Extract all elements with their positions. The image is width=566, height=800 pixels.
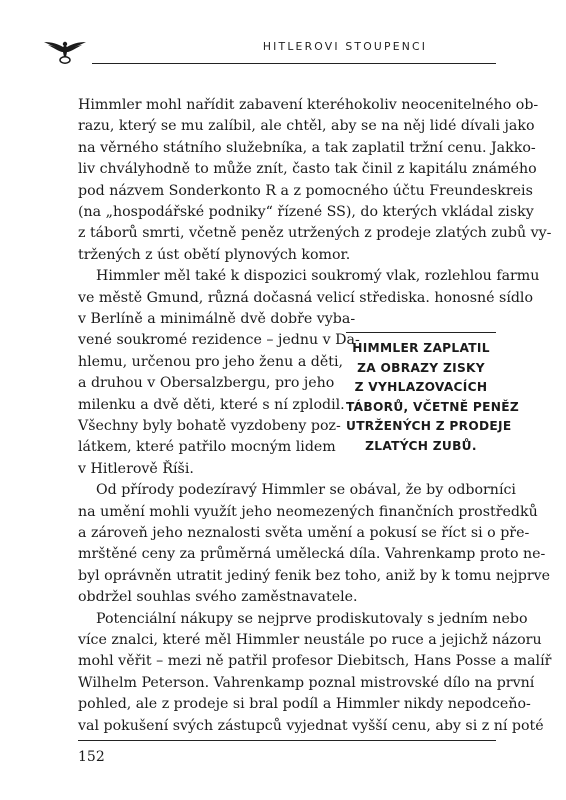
pull-quote-line: HIMMLER ZAPLATIL — [352, 341, 490, 355]
pull-quote-text — [346, 339, 520, 456]
text-line: liv chvályhodně to může znít, často tak činil z kapitálu známého — [78, 161, 537, 178]
text-line: mrštěné ceny za průměrná umělecká díla. Vahrenkamp proto ne- — [78, 546, 546, 563]
text-line: Himmler měl také k dispozici soukromý vlak, rozlehlou farmu — [96, 268, 540, 285]
text-line: Všechny byly bohatě vyzdobeny poz- — [78, 418, 341, 434]
text-line: byl oprávněn utratit jediný fenik bez toho, aniž by k tomu nejprve — [78, 567, 551, 584]
text-line: mohl věřit – mezi ně patřil profesor Diebitsch, Hans Posse a malíř — [78, 653, 552, 670]
pull-quote-line: Z VYHLAZOVACÍCH — [354, 380, 488, 394]
page-number: 152 — [78, 749, 105, 765]
text-line: více znalci, které měl Himmler neustále po ruce a jejichž názoru — [78, 632, 542, 648]
pull-quote-line: ZA OBRAZY ZISKY — [357, 360, 485, 375]
pull-quote-line: UTRŽENÝCH Z PRODEJE — [346, 419, 512, 433]
text-line: v Berlíně a minimálně dvě dobře vyba- — [78, 311, 356, 327]
pull-quote-top-rule — [346, 332, 496, 333]
text-line: a druhou v Obersalzbergu, pro jeho — [78, 375, 335, 392]
text-line: pohled, ale z prodeje si bral podíl a Himmler nikdy nepodceňo- — [78, 696, 531, 713]
text-line: (na „hospodářské podniky“ řízené SS), do kterých vkládal zisky — [78, 204, 534, 220]
text-line: z táborů smrti, včetně peněz utržených z prodeje zlatých zubů vy- — [78, 225, 552, 242]
text-line: milenku a dvě děti, které s ní zplodil. — [78, 396, 345, 413]
text-line: ve městě Gmund, různá dočasná velicí střediska. honosné sídlo — [78, 289, 534, 306]
footer-rule — [78, 740, 496, 741]
text-line: Himmler mohl nařídit zabavení kteréhokoliv neocenitelného ob- — [78, 97, 539, 113]
text-line: tržených z úst obětí plynových komor. — [78, 246, 351, 263]
running-title: HITLEROVI STOUPENCI — [262, 40, 428, 53]
text-line: vené soukromé rezidence – jednu v Da- — [78, 332, 360, 349]
text-line: obdržel souhlas svého zaměstnavatele. — [78, 589, 358, 606]
text-line: na věrného státního služebníka, a tak zaplatil tržní cenu. Jakko- — [78, 139, 536, 156]
text-line: Potenciální nákupy se nejprve prodiskutovaly s jedním nebo — [96, 610, 528, 627]
text-line: na umění mohli využít jeho neomezených finančních prostředků — [78, 503, 538, 520]
text-line: a zároveň jeho neznalosti světa umění a pokusí se říct si o pře- — [78, 525, 530, 541]
text-line: Wilhelm Peterson. Vahrenkamp poznal mistrovské dílo na první — [78, 674, 535, 691]
text-line: hlemu, určenou pro jeho ženu a děti, — [78, 353, 344, 370]
pull-quote-line: ZLATÝCH ZUBŮ. — [365, 438, 477, 453]
text-line: v Hitlerově Říši. — [78, 460, 194, 477]
pull-quote-line: TÁBORŮ, VČETNĚ PENĚZ — [346, 399, 520, 414]
header-rule — [92, 63, 496, 64]
text-line: razu, který se mu zalíbil, ale chtěl, aby se na něj lidé dívali jako — [78, 118, 535, 135]
text-line: látkem, které patřilo mocným lidem — [78, 439, 336, 456]
text-line: Od přírody podezíravý Himmler se obával, že by odborníci — [96, 482, 516, 499]
text-line: pod názvem Sonderkonto R a z pomocného účtu Freundeskreis — [78, 182, 533, 199]
text-line: val pokušení svých zástupců vyjednat vyšší cenu, aby si z ní poté — [78, 717, 544, 734]
eagle-icon — [42, 34, 88, 66]
pull-quote — [346, 332, 520, 456]
